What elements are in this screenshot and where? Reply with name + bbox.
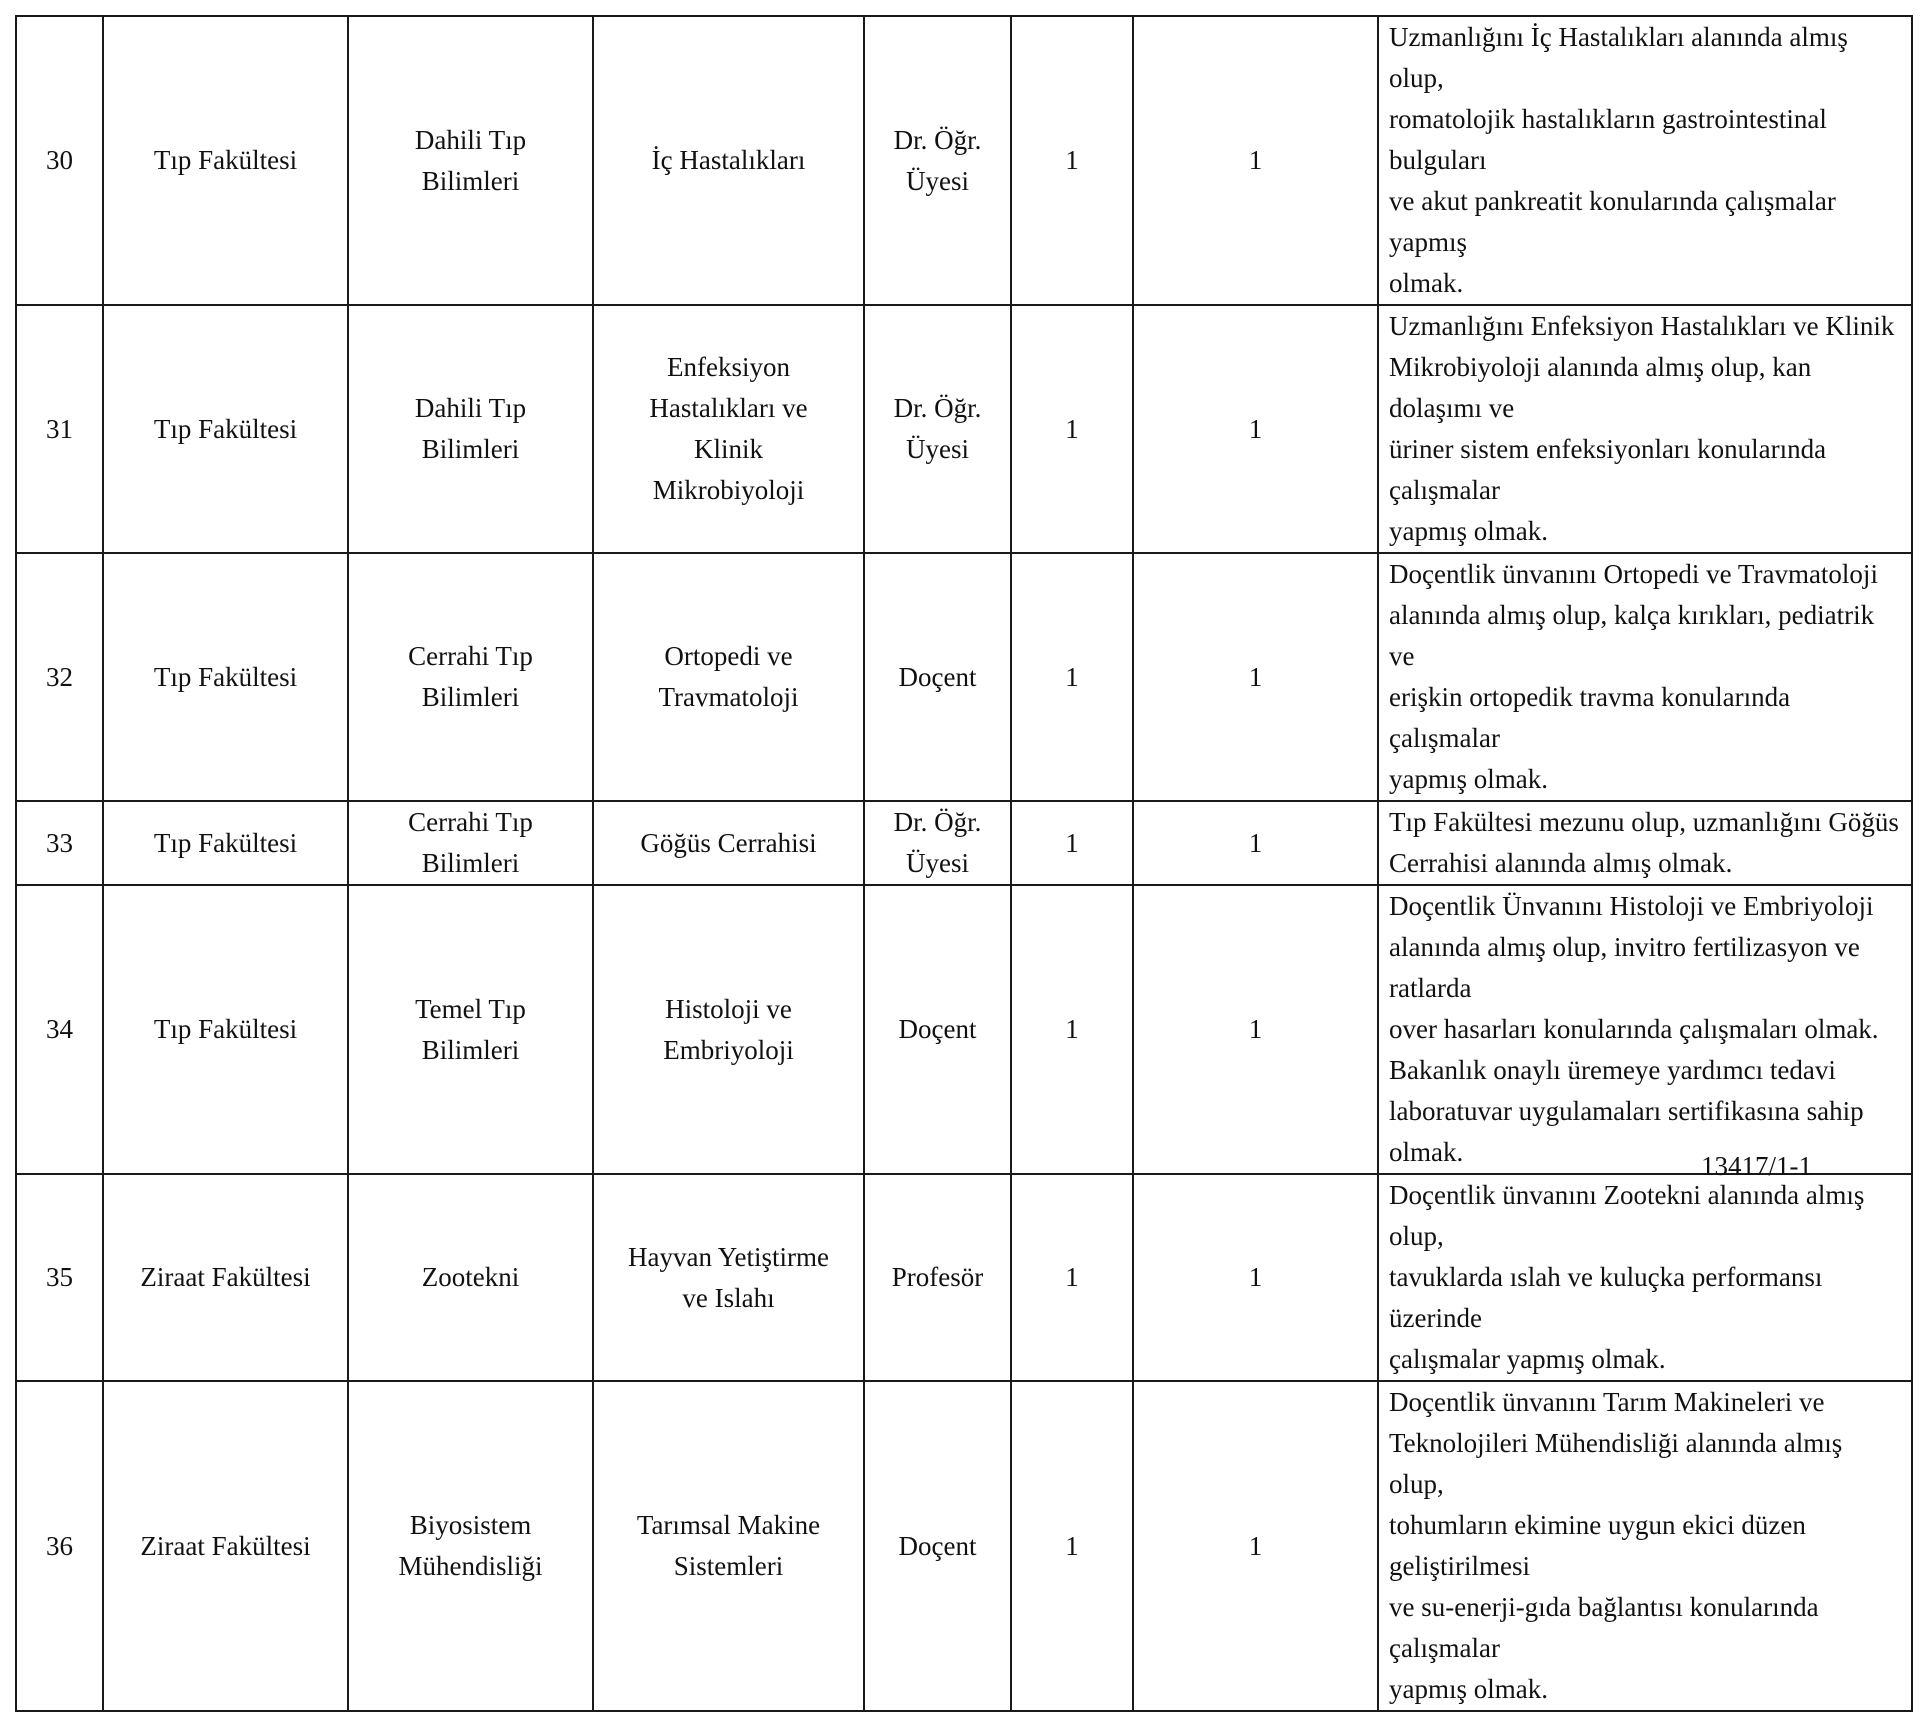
division-cell: Ortopedi ve Travmatoloji bbox=[593, 553, 864, 801]
title-cell: Dr. Öğr. Üyesi bbox=[864, 16, 1011, 305]
title-cell: Dr. Öğr. Üyesi bbox=[864, 305, 1011, 553]
title-cell: Profesör bbox=[864, 1174, 1011, 1381]
title-cell: Doçent bbox=[864, 553, 1011, 801]
department-cell: Biyosistem Mühendisliği bbox=[348, 1381, 593, 1711]
count-cell: 1 bbox=[1133, 1381, 1378, 1711]
requirement-cell: Uzmanlığını İç Hastalıkları alanında almış olup, romatolojik hastalıkların gastrointestinal bulguları ve akut pankreatit konularında çalışmalar yapmış olmak. bbox=[1378, 16, 1912, 305]
division-cell: Hayvan Yetiştirme ve Islahı bbox=[593, 1174, 864, 1381]
table-row bbox=[16, 16, 1912, 305]
count-cell: 1 bbox=[1133, 553, 1378, 801]
requirement-cell: Doçentlik ünvanını Tarım Makineleri ve Teknolojileri Mühendisliği alanında almış olup, tohumların ekimine uygun ekici düzen geliştirilmesi ve su-enerji-gıda bağlantısı konularında çalışmalar yapmış olmak. bbox=[1378, 1381, 1912, 1711]
count-cell: 1 bbox=[1011, 885, 1133, 1174]
division-cell: Histoloji ve Embriyoloji bbox=[593, 885, 864, 1174]
count-cell: 1 bbox=[1133, 885, 1378, 1174]
requirement-cell: Doçentlik ünvanını Zootekni alanında almış olup, tavuklarda ıslah ve kuluçka performansı üzerinde çalışmalar yapmış olmak. bbox=[1378, 1174, 1912, 1381]
division-cell: Enfeksiyon Hastalıkları ve Klinik Mikrobiyoloji bbox=[593, 305, 864, 553]
row-number: 32 bbox=[16, 553, 103, 801]
row-number: 30 bbox=[16, 16, 103, 305]
count-cell: 1 bbox=[1011, 1174, 1133, 1381]
requirement-cell: Tıp Fakültesi mezunu olup, uzmanlığını Göğüs Cerrahisi alanında almış olmak. bbox=[1378, 801, 1912, 885]
table-row bbox=[16, 553, 1912, 801]
table-row bbox=[16, 1174, 1912, 1381]
table-row bbox=[16, 1381, 1912, 1711]
count-cell: 1 bbox=[1133, 801, 1378, 885]
positions-table bbox=[15, 15, 1913, 1712]
title-cell: Doçent bbox=[864, 885, 1011, 1174]
row-number: 34 bbox=[16, 885, 103, 1174]
table-row bbox=[16, 801, 1912, 885]
table-row bbox=[16, 885, 1912, 1174]
count-cell: 1 bbox=[1011, 1381, 1133, 1711]
row-number: 35 bbox=[16, 1174, 103, 1381]
count-cell: 1 bbox=[1011, 16, 1133, 305]
count-cell: 1 bbox=[1133, 1174, 1378, 1381]
count-cell: 1 bbox=[1133, 16, 1378, 305]
division-cell: İç Hastalıkları bbox=[593, 16, 864, 305]
count-cell: 1 bbox=[1133, 305, 1378, 553]
department-cell: Cerrahi Tıp Bilimleri bbox=[348, 801, 593, 885]
department-cell: Temel Tıp Bilimleri bbox=[348, 885, 593, 1174]
faculty-cell: Tıp Fakültesi bbox=[103, 553, 348, 801]
table-row bbox=[16, 305, 1912, 553]
faculty-cell: Tıp Fakültesi bbox=[103, 801, 348, 885]
department-cell: Dahili Tıp Bilimleri bbox=[348, 305, 593, 553]
title-cell: Doçent bbox=[864, 1381, 1011, 1711]
faculty-cell: Ziraat Fakültesi bbox=[103, 1381, 348, 1711]
division-cell: Tarımsal Makine Sistemleri bbox=[593, 1381, 864, 1711]
faculty-cell: Tıp Fakültesi bbox=[103, 885, 348, 1174]
faculty-cell: Tıp Fakültesi bbox=[103, 305, 348, 553]
requirement-cell: Doçentlik Ünvanını Histoloji ve Embriyoloji alanında almış olup, invitro fertilizasyon ve ratlarda over hasarları konularında çalışmaları olmak. Bakanlık onaylı üremeye yardımcı tedavi laboratuvar uygulamaları sertifikasına sahip olmak. bbox=[1378, 885, 1912, 1174]
faculty-cell: Tıp Fakültesi bbox=[103, 16, 348, 305]
count-cell: 1 bbox=[1011, 801, 1133, 885]
row-number: 31 bbox=[16, 305, 103, 553]
document-reference-code: 13417/1-1 bbox=[1701, 1151, 1812, 1181]
title-cell: Dr. Öğr. Üyesi bbox=[864, 801, 1011, 885]
faculty-cell: Ziraat Fakültesi bbox=[103, 1174, 348, 1381]
count-cell: 1 bbox=[1011, 553, 1133, 801]
department-cell: Dahili Tıp Bilimleri bbox=[348, 16, 593, 305]
row-number: 33 bbox=[16, 801, 103, 885]
department-cell: Zootekni bbox=[348, 1174, 593, 1381]
requirement-cell: Uzmanlığını Enfeksiyon Hastalıkları ve Klinik Mikrobiyoloji alanında almış olup, kan dolaşımı ve üriner sistem enfeksiyonları konularında çalışmalar yapmış olmak. bbox=[1378, 305, 1912, 553]
division-cell: Göğüs Cerrahisi bbox=[593, 801, 864, 885]
row-number: 36 bbox=[16, 1381, 103, 1711]
requirement-cell: Doçentlik ünvanını Ortopedi ve Travmatoloji alanında almış olup, kalça kırıkları, pediatrik ve erişkin ortopedik travma konularında çalışmalar yapmış olmak. bbox=[1378, 553, 1912, 801]
count-cell: 1 bbox=[1011, 305, 1133, 553]
department-cell: Cerrahi Tıp Bilimleri bbox=[348, 553, 593, 801]
